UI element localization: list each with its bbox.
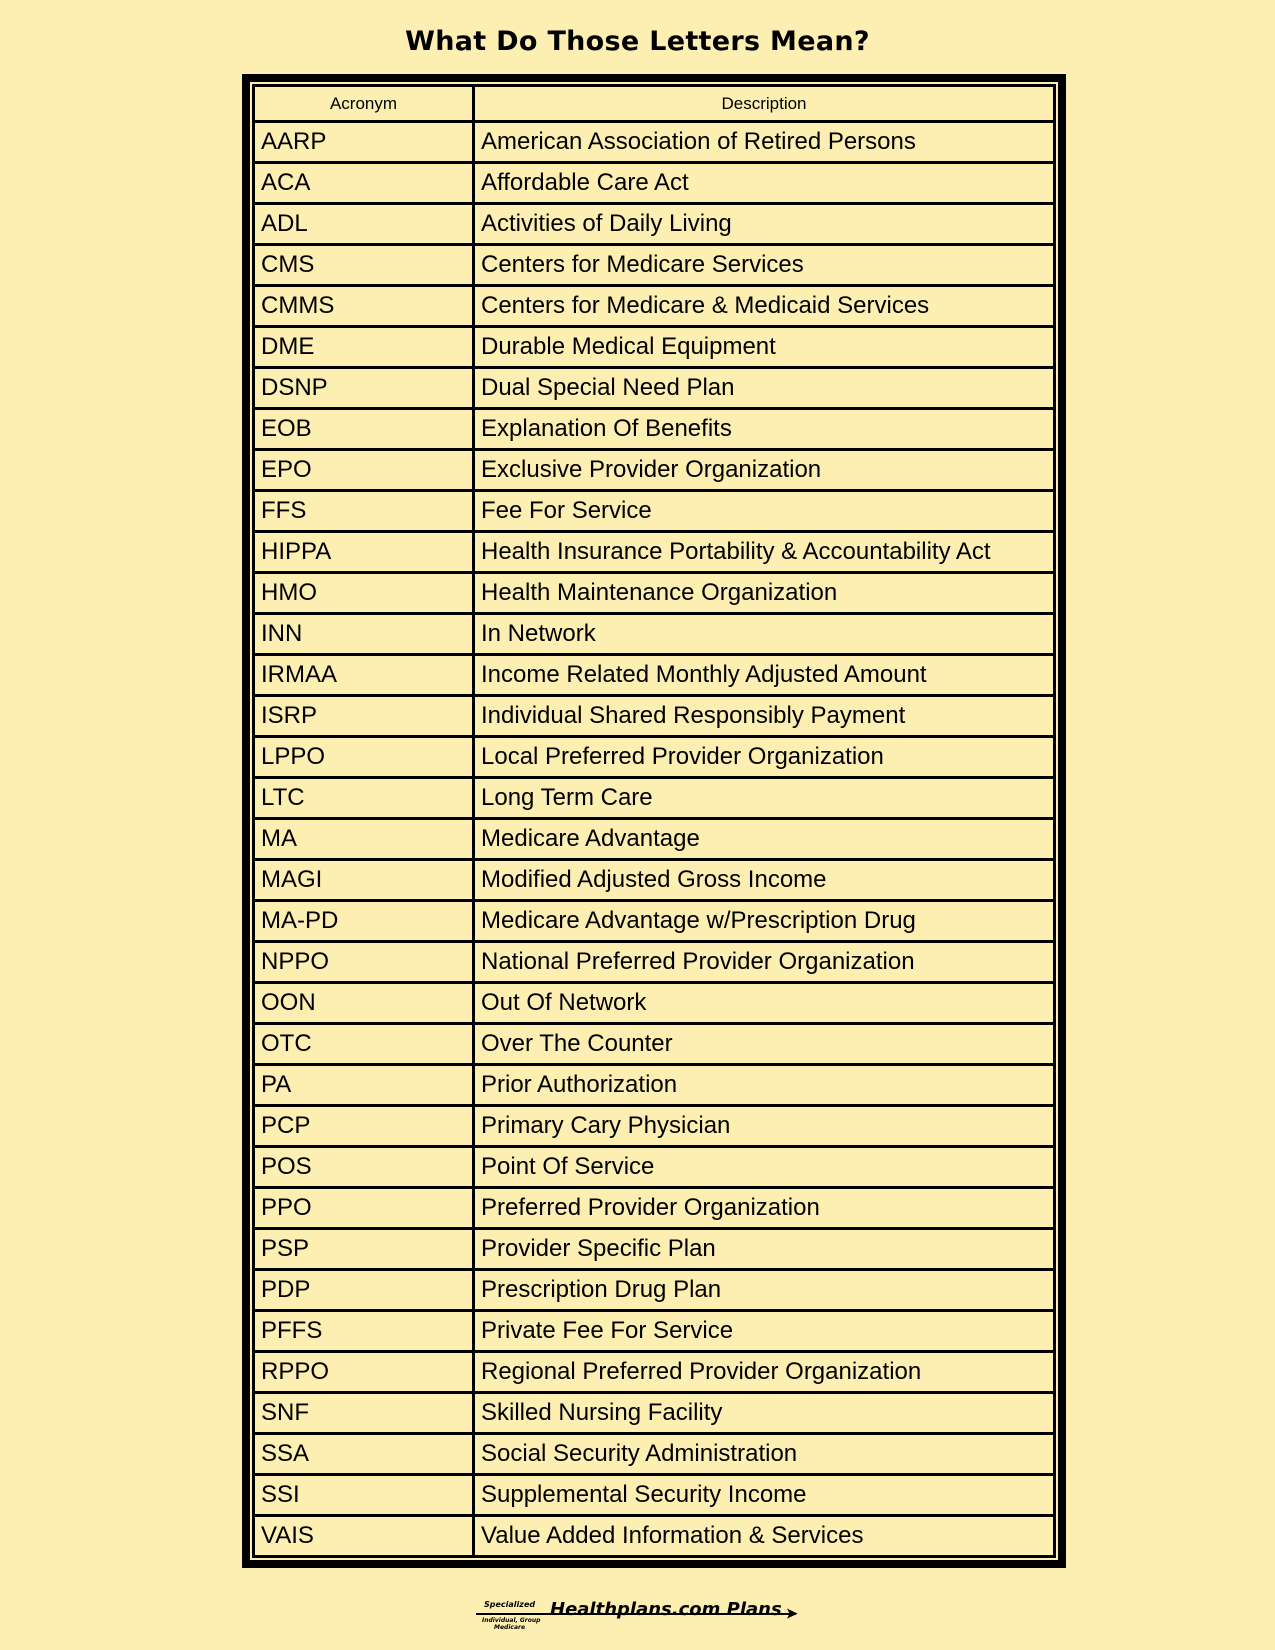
acronym-cell: POS — [254, 1147, 474, 1188]
logo-tagline-individual-group: Individual, Group — [482, 1617, 541, 1624]
description-cell: Out Of Network — [474, 983, 1055, 1024]
acronym-cell: DME — [254, 327, 474, 368]
acronym-cell: EOB — [254, 409, 474, 450]
table-row — [254, 122, 1055, 163]
table-row — [254, 1106, 1055, 1147]
description-cell: Medicare Advantage — [474, 819, 1055, 860]
description-cell: Value Added Information & Services — [474, 1516, 1055, 1557]
acronym-cell: SNF — [254, 1393, 474, 1434]
table-row — [254, 327, 1055, 368]
table-row — [254, 163, 1055, 204]
description-cell: Individual Shared Responsibly Payment — [474, 696, 1055, 737]
table-row — [254, 737, 1055, 778]
description-cell: Centers for Medicare & Medicaid Services — [474, 286, 1055, 327]
acronym-cell: PCP — [254, 1106, 474, 1147]
acronym-cell: MA — [254, 819, 474, 860]
description-cell: Health Maintenance Organization — [474, 573, 1055, 614]
description-cell: Regional Preferred Provider Organization — [474, 1352, 1055, 1393]
acronym-cell: MA-PD — [254, 901, 474, 942]
logo-tagline-medicare: Medicare — [494, 1624, 526, 1631]
acronym-cell: ACA — [254, 163, 474, 204]
page-title: What Do Those Letters Mean? — [405, 26, 870, 57]
description-cell: Point Of Service — [474, 1147, 1055, 1188]
acronym-cell: CMS — [254, 245, 474, 286]
acronym-table — [252, 84, 1056, 1558]
description-cell: Modified Adjusted Gross Income — [474, 860, 1055, 901]
header-acronym: Acronym — [254, 86, 474, 122]
table-row — [254, 368, 1055, 409]
acronym-table-frame — [242, 74, 1066, 1568]
description-cell: Income Related Monthly Adjusted Amount — [474, 655, 1055, 696]
description-cell: Over The Counter — [474, 1024, 1055, 1065]
acronym-cell: OTC — [254, 1024, 474, 1065]
table-row — [254, 491, 1055, 532]
table-row — [254, 1516, 1055, 1557]
acronym-cell: ADL — [254, 204, 474, 245]
acronym-cell: HIPPA — [254, 532, 474, 573]
table-row — [254, 901, 1055, 942]
table-row — [254, 1188, 1055, 1229]
table-row — [254, 860, 1055, 901]
acronym-cell: NPPO — [254, 942, 474, 983]
description-cell: Durable Medical Equipment — [474, 327, 1055, 368]
acronym-cell: EPO — [254, 450, 474, 491]
description-cell: Preferred Provider Organization — [474, 1188, 1055, 1229]
description-cell: Private Fee For Service — [474, 1311, 1055, 1352]
table-row — [254, 409, 1055, 450]
logo-tagline-specialized: Specialized — [484, 1600, 536, 1609]
description-cell: Dual Special Need Plan — [474, 368, 1055, 409]
description-cell: Primary Cary Physician — [474, 1106, 1055, 1147]
description-cell: American Association of Retired Persons — [474, 122, 1055, 163]
table-row — [254, 778, 1055, 819]
acronym-cell: LTC — [254, 778, 474, 819]
table-row — [254, 245, 1055, 286]
table-row — [254, 696, 1055, 737]
table-row — [254, 1311, 1055, 1352]
acronym-cell: RPPO — [254, 1352, 474, 1393]
table-row — [254, 1393, 1055, 1434]
description-cell: Exclusive Provider Organization — [474, 450, 1055, 491]
acronym-cell: SSI — [254, 1475, 474, 1516]
table-row — [254, 819, 1055, 860]
acronym-cell: PFFS — [254, 1311, 474, 1352]
table-row — [254, 1352, 1055, 1393]
description-cell: Supplemental Security Income — [474, 1475, 1055, 1516]
acronym-cell: CMMS — [254, 286, 474, 327]
description-cell: Social Security Administration — [474, 1434, 1055, 1475]
table-body — [254, 122, 1055, 1557]
healthplans-logo — [476, 1596, 806, 1636]
description-cell: Health Insurance Portability & Accountability Act — [474, 532, 1055, 573]
acronym-cell: IRMAA — [254, 655, 474, 696]
table-row — [254, 204, 1055, 245]
acronym-cell: HMO — [254, 573, 474, 614]
description-cell: National Preferred Provider Organization — [474, 942, 1055, 983]
acronym-cell: FFS — [254, 491, 474, 532]
arrow-right-icon: ➤ — [786, 1605, 798, 1621]
table-row — [254, 1147, 1055, 1188]
table-row — [254, 573, 1055, 614]
table-row — [254, 614, 1055, 655]
description-cell: Local Preferred Provider Organization — [474, 737, 1055, 778]
description-cell: Affordable Care Act — [474, 163, 1055, 204]
table-row — [254, 1270, 1055, 1311]
description-cell: Skilled Nursing Facility — [474, 1393, 1055, 1434]
table-row — [254, 1065, 1055, 1106]
header-description: Description — [474, 86, 1055, 122]
acronym-cell: PDP — [254, 1270, 474, 1311]
table-row — [254, 1024, 1055, 1065]
acronym-cell: PA — [254, 1065, 474, 1106]
table-row — [254, 983, 1055, 1024]
description-cell: Medicare Advantage w/Prescription Drug — [474, 901, 1055, 942]
description-cell: Provider Specific Plan — [474, 1229, 1055, 1270]
table-row — [254, 1229, 1055, 1270]
acronym-cell: VAIS — [254, 1516, 474, 1557]
description-cell: Fee For Service — [474, 491, 1055, 532]
acronym-cell: PPO — [254, 1188, 474, 1229]
description-cell: Activities of Daily Living — [474, 204, 1055, 245]
acronym-cell: AARP — [254, 122, 474, 163]
acronym-cell: ISRP — [254, 696, 474, 737]
table-row — [254, 532, 1055, 573]
table-row — [254, 655, 1055, 696]
table-row — [254, 1434, 1055, 1475]
description-cell: Prior Authorization — [474, 1065, 1055, 1106]
description-cell: Centers for Medicare Services — [474, 245, 1055, 286]
description-cell: Explanation Of Benefits — [474, 409, 1055, 450]
acronym-cell: SSA — [254, 1434, 474, 1475]
logo-wordmark: Healthplans.com Plans — [550, 1599, 782, 1620]
description-cell: In Network — [474, 614, 1055, 655]
acronym-cell: LPPO — [254, 737, 474, 778]
acronym-cell: PSP — [254, 1229, 474, 1270]
description-cell: Long Term Care — [474, 778, 1055, 819]
acronym-cell: INN — [254, 614, 474, 655]
acronym-cell: DSNP — [254, 368, 474, 409]
table-row — [254, 450, 1055, 491]
table-header-row — [254, 86, 1055, 122]
table-row — [254, 942, 1055, 983]
table-row — [254, 286, 1055, 327]
acronym-cell: MAGI — [254, 860, 474, 901]
acronym-cell: OON — [254, 983, 474, 1024]
description-cell: Prescription Drug Plan — [474, 1270, 1055, 1311]
table-row — [254, 1475, 1055, 1516]
